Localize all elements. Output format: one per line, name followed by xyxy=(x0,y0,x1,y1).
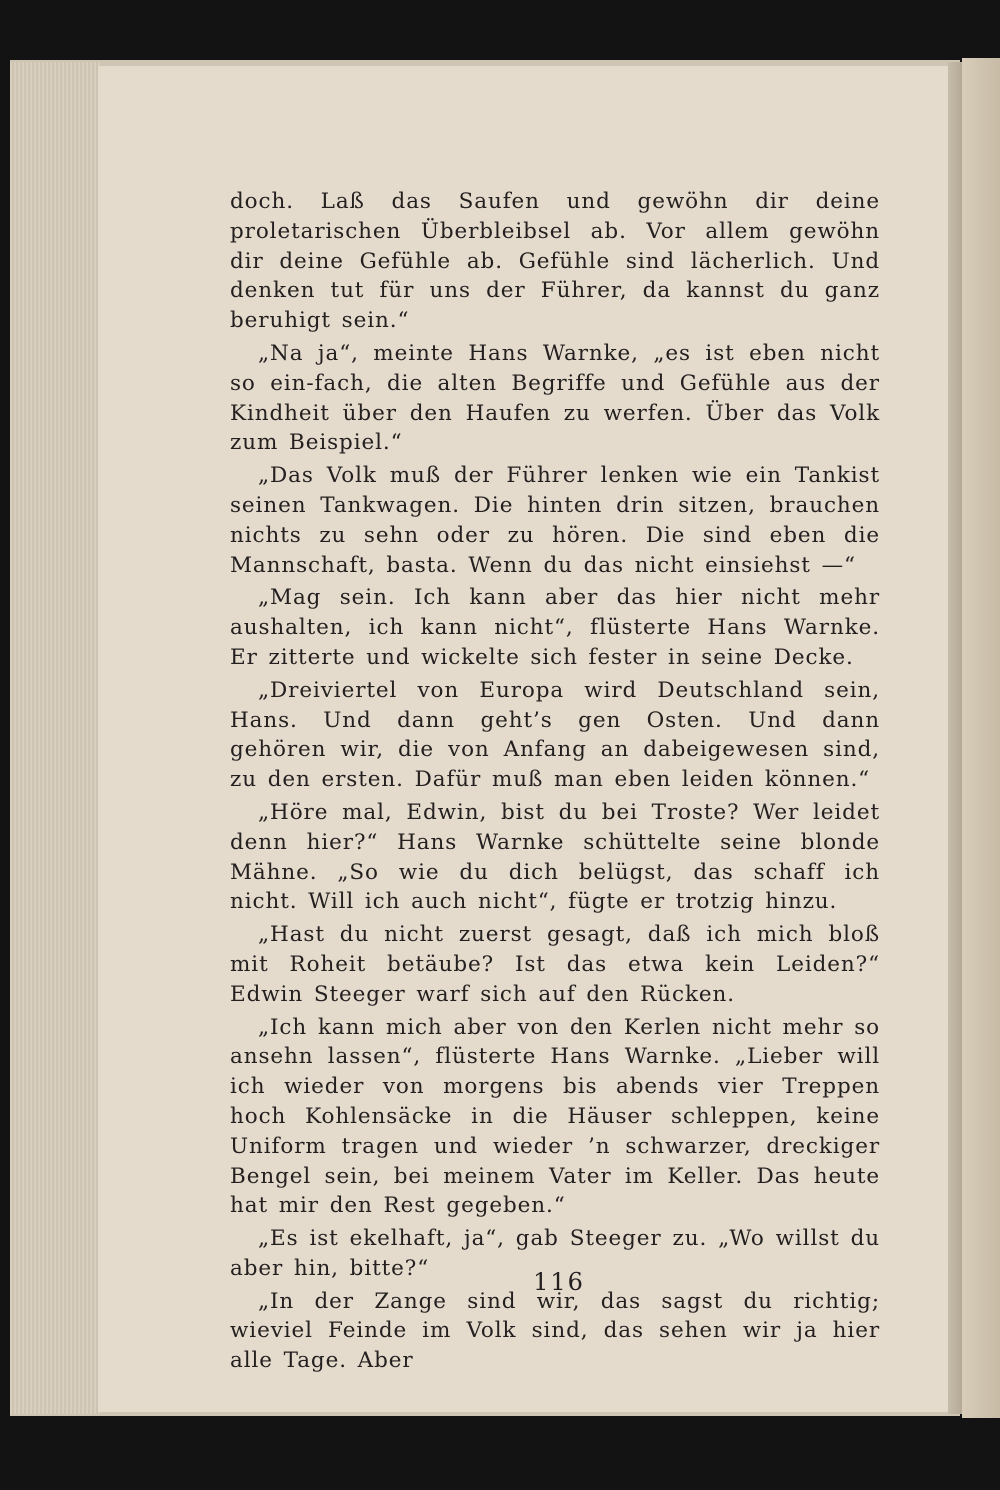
paragraph: „Hast du nicht zuerst gesagt, daß ich mich bloß mit Roheit betäube? Ist das etwa kein Leiden?“ Edwin Steeger warf sich auf den Rücken. xyxy=(230,922,880,1007)
paragraph: „Mag sein. Ich kann aber das hier nicht mehr aushalten, ich kann nicht“, flüsterte Hans Warnke. Er zitterte und wickelte sich fester in seine Decke. xyxy=(230,585,880,670)
paragraph: „Dreiviertel von Europa wird Deutschland sein, Hans. Und dann geht’s gen Osten. Und dann gehören wir, die von Anfang an dabeigewesen sind, zu den ersten. Dafür muß man eben leiden können.“ xyxy=(230,677,880,793)
paragraph: „Höre mal, Edwin, bist du bei Troste? Wer leidet denn hier?“ Hans Warnke schüttelte seine blonde Mähne. „So wie du dich belügst, das schaff ich nicht. Will ich auch nicht“, fügte er trotzig hinzu. xyxy=(230,799,880,915)
paragraph: doch. Laß das Saufen und gewöhn dir deine proletarischen Überbleibsel ab. Vor allem gewöhn dir deine Gefühle ab. Gefühle sind lächerlich. Und denken tut für uns der Führer, da kannst du ganz beruhigt sein.“ xyxy=(230,189,880,334)
paragraph: „Na ja“, meinte Hans Warnke, „es ist eben nicht so ein-fach, die alten Begriffe und Gefühle aus der Kindheit über den Haufen zu werfen. Über das Volk zum Beispiel.“ xyxy=(230,340,880,456)
facing-page-edge xyxy=(962,58,1000,1418)
stacked-page-edges xyxy=(10,62,100,1414)
paragraph: „Ich kann mich aber von den Kerlen nicht mehr so ansehn lassen“, flüsterte Hans Warnke. „Lieber will ich wieder von morgens bis abends vier Treppen hoch Kohlensäcke in die Häuser schleppen, keine Uniform tragen und wieder ’n schwarzer, dreckiger Bengel sein, bei meinem Vater im Keller. Das heute hat mir den Rest gegeben.“ xyxy=(230,1014,880,1219)
paragraph: „Das Volk muß der Führer lenken wie ein Tankist seinen Tankwagen. Die hinten drin sitzen, brauchen nichts zu sehn oder zu hören. Die sind eben die Mannschaft, basta. Wenn du das nicht einsiehst —“ xyxy=(230,463,880,578)
paragraph: „In der Zange sind wir, das sagst du richtig; wieviel Feinde im Volk sind, das sehen wir ja hier alle Tage. Aber xyxy=(230,1288,880,1374)
paragraph: „Es ist ekelhaft, ja“, gab Steeger zu. „Wo willst du aber hin, bitte?“ xyxy=(230,1226,880,1281)
page-number: 116 xyxy=(533,1268,585,1296)
page-text xyxy=(230,187,880,1379)
page-gutter xyxy=(948,62,962,1414)
